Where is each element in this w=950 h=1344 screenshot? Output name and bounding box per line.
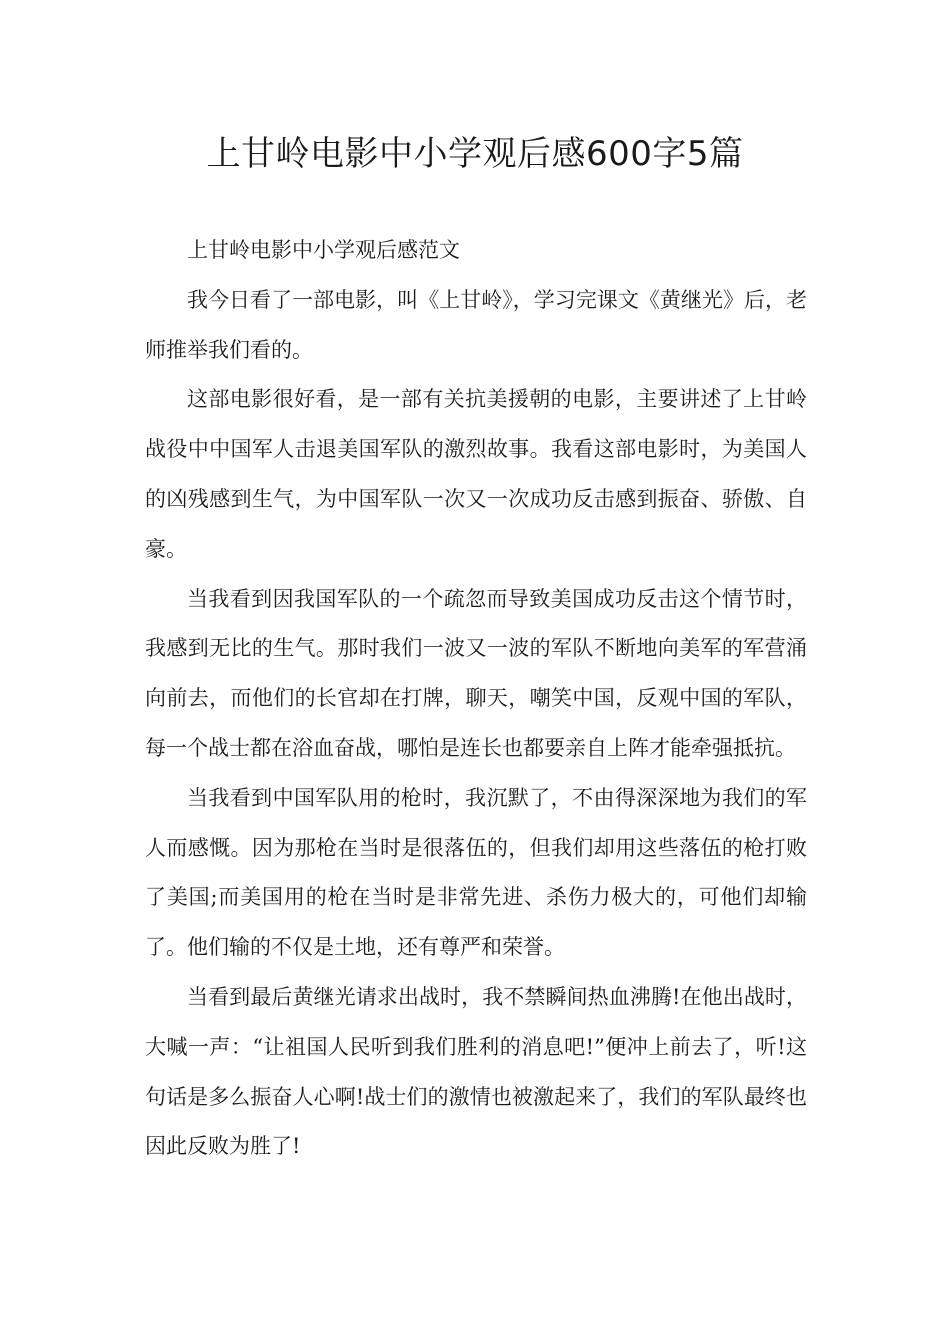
paragraph-subheading: 上甘岭电影中小学观后感范文	[187, 238, 460, 262]
paragraph: 这部电影很好看，是一部有关抗美援朝的电影，主要讲述了上甘岭战役中中国军人击退美国军队的激烈故事。我看这部电影时，为美国人的凶残感到生气，为中国军队一次又一次成功反击感到振奋、骄傲、自豪。	[145, 387, 807, 561]
paragraph: 当我看到中国军队用的枪时，我沉默了，不由得深深地为我们的军人而感慨。因为那枪在当时是很落伍的，但我们却用这些落伍的枪打败了美国;而美国用的枪在当时是非常先进、杀伤力极大的，可他们却输了。他们输的不仅是土地，还有尊严和荣誉。	[145, 785, 807, 960]
document-title: 上甘岭电影中小学观后感600字5篇	[206, 134, 744, 174]
document-body	[145, 226, 807, 1172]
paragraph: 我今日看了一部电影，叫《上甘岭》，学习完课文《黄继光》后，老师推举我们看的。	[145, 287, 807, 362]
paragraph: 当我看到因我国军队的一个疏忽而导致美国成功反击这个情节时，我感到无比的生气。那时我们一波又一波的军队不断地向美军的军营涌向前去，而他们的长官却在打牌，聊天，嘲笑中国，反观中国的军队，每一个战士都在浴血奋战，哪怕是连长也都要亲自上阵才能牵强抵抗。	[145, 586, 807, 760]
paragraph: 当看到最后黄继光请求出战时，我不禁瞬间热血沸腾!在他出战时，大喊一声：“让祖国人民听到我们胜利的消息吧!”便冲上前去了，听!这句话是多么振奋人心啊!战士们的激情也被激起来了，我们的军队最终也因此反败为胜了!	[145, 984, 807, 1159]
